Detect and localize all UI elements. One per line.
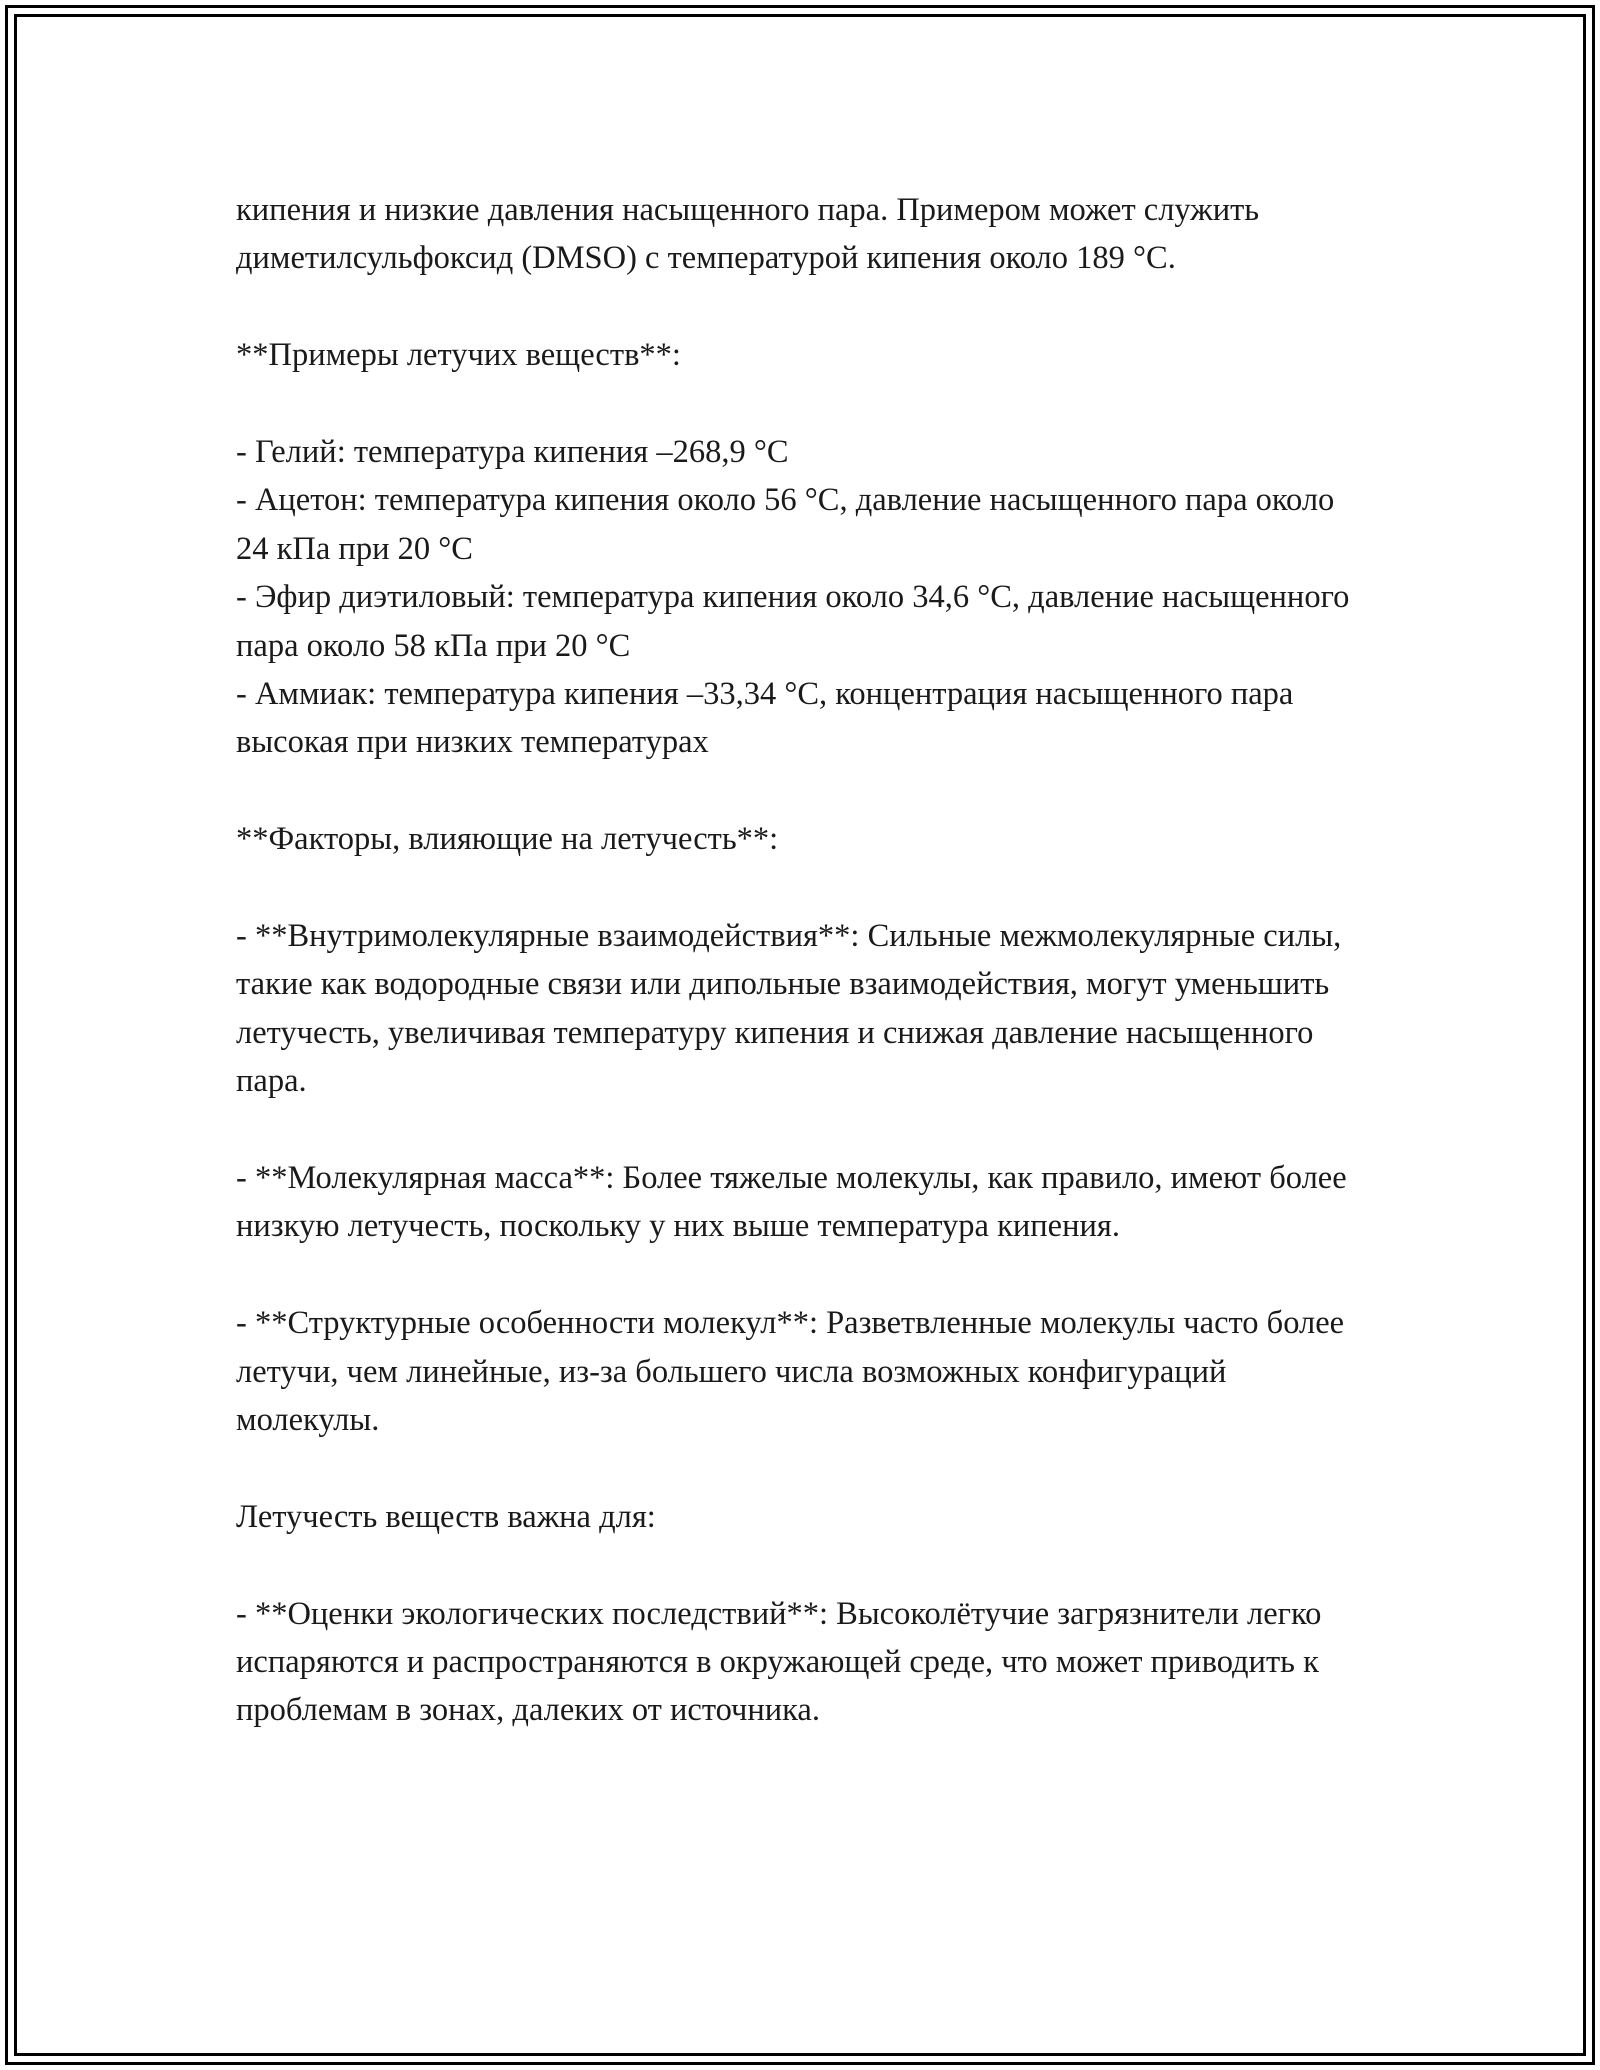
factor-paragraph: - **Молекулярная масса**: Более тяжелые молекулы, как правило, имеют более низкую летучесть, поскольку у них выше температура кипения.	[236, 1160, 1347, 1245]
importance-paragraph: - **Оценки экологических последствий**: Высоколётучие загрязнители легко испаряются и распространяются в окружающей среде, что может приводить к проблемам в зонах, далеких от источника.	[236, 1595, 1322, 1729]
document-body	[236, 186, 1366, 1783]
list-item: - Ацетон: температура кипения около 56 °C, давление насыщенного пара около 24 кПа при 20 °C	[236, 482, 1335, 567]
importance-heading: Летучесть веществ важна для:	[236, 1498, 656, 1535]
list-item: - Эфир диэтиловый: температура кипения около 34,6 °C, давление насыщенного пара около 58 кПа при 20 °C	[236, 579, 1350, 664]
list-item: - Гелий: температура кипения –268,9 °C	[236, 434, 789, 470]
examples-heading: **Примеры летучих веществ**:	[236, 337, 681, 374]
list-item: - Аммиак: температура кипения –33,34 °C, концентрация насыщенного пара высокая при низких температурах	[236, 676, 1294, 761]
intro-paragraph: кипения и низкие давления насыщенного пара. Примером может служить диметилсульфоксид (DMSO) с температурой кипения около 189 °C.	[236, 192, 1260, 277]
factors-heading: **Факторы, влияющие на летучесть**:	[236, 821, 779, 858]
factor-paragraph: - **Внутримолекулярные взаимодействия**: Сильные межмолекулярные силы, такие как водородные связи или дипольные взаимодействия, могут уменьшить летучесть, увеличивая температуру кипения и снижая давление насыщенного пара.	[236, 918, 1342, 1100]
examples-list	[236, 428, 1366, 767]
factor-paragraph: - **Структурные особенности молекул**: Разветвленные молекулы часто более летучи, чем линейные, из-за большего числа возможных конфигураций молекулы.	[236, 1305, 1345, 1439]
